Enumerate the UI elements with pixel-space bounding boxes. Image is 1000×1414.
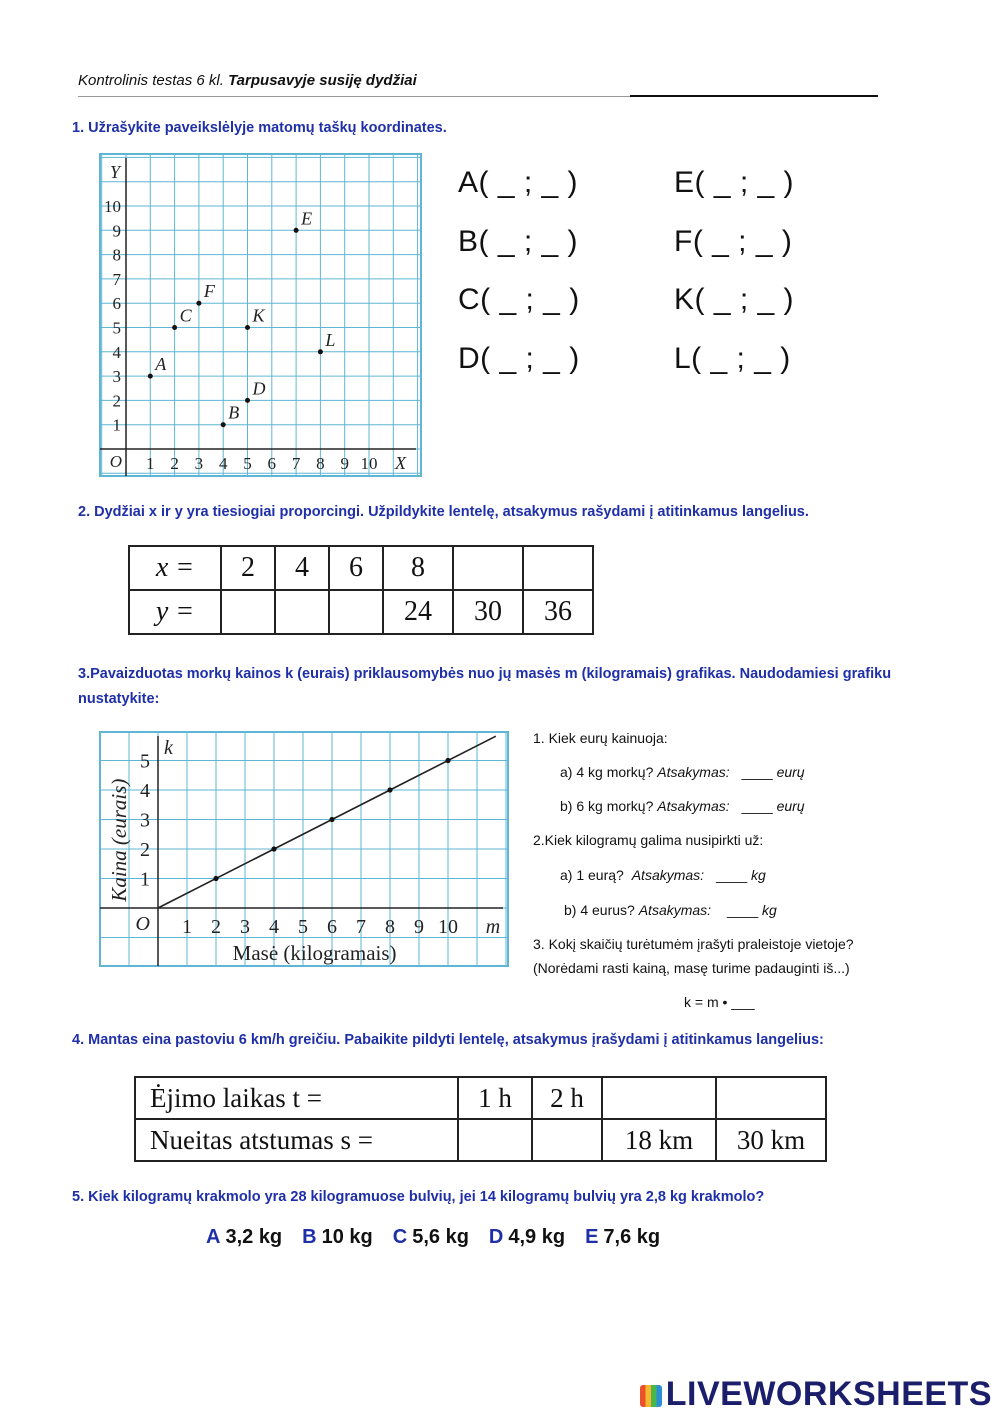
point-label-E: E bbox=[301, 208, 313, 229]
table-cell: 24 bbox=[383, 590, 453, 634]
table-input-cell[interactable] bbox=[602, 1077, 716, 1119]
option-value: 10 kg bbox=[321, 1226, 373, 1248]
y-axis-name: k bbox=[164, 737, 173, 759]
x-tick-label: 10 bbox=[360, 454, 378, 473]
y-tick-label: 1 bbox=[112, 415, 121, 435]
table-input-cell[interactable] bbox=[458, 1119, 532, 1161]
q3-sub2: 2.Kiek kilogramų galima nusipirkti už: bbox=[533, 832, 764, 848]
liveworksheets-logo bbox=[640, 1375, 992, 1414]
point-K bbox=[245, 325, 250, 330]
table-input-cell[interactable] bbox=[329, 590, 383, 634]
y-axis-label: Y bbox=[110, 162, 121, 182]
x-tick-label: 4 bbox=[218, 454, 228, 473]
series-point bbox=[213, 876, 218, 881]
y-tick-label: 1 bbox=[140, 868, 150, 891]
q3-sub1b-question: b) 6 kg morkų? bbox=[560, 798, 654, 814]
y-tick-label: 6 bbox=[112, 294, 121, 314]
x-tick-label: 3 bbox=[194, 454, 204, 473]
answer-blank[interactable]: ____ bbox=[741, 764, 773, 780]
q3-sub3-line2: (Norėdami rasti kainą, masę turime padauginti iš...) bbox=[533, 960, 850, 976]
x-tick-label: 9 bbox=[340, 454, 349, 473]
q3-sub2a bbox=[560, 867, 766, 883]
table-row-x bbox=[129, 546, 593, 590]
point-F bbox=[196, 301, 201, 306]
table-cell: 18 km bbox=[602, 1119, 716, 1161]
q3-sub1: 1. Kiek eurų kainuoja: bbox=[533, 730, 668, 746]
q3-sub1a-question: a) 4 kg morkų? bbox=[560, 764, 654, 780]
x-tick-label: 1 bbox=[146, 454, 155, 473]
header-title: Tarpusavyje susiję dydžiai bbox=[228, 72, 417, 89]
option-b[interactable] bbox=[302, 1226, 373, 1249]
table-header-distance: Nueitas atstumas s = bbox=[135, 1119, 458, 1161]
answer-D[interactable]: D( _ ; _ ) bbox=[458, 341, 580, 375]
q1-answers-left bbox=[458, 166, 580, 400]
coordinate-plane-chart bbox=[98, 152, 423, 478]
option-d[interactable] bbox=[489, 1226, 565, 1249]
x-tick-label: 6 bbox=[327, 916, 337, 938]
table-cell: 6 bbox=[329, 546, 383, 590]
q2-text: 2. Dydžiai x ir y yra tiesiogiai proporcingi. Užpildykite lentelę, atsakymus rašydami į atitinkamus langelius. bbox=[78, 504, 809, 520]
y-axis-label: Kaina (eurais) bbox=[107, 778, 131, 902]
q5-options bbox=[206, 1226, 660, 1249]
answer-A[interactable]: A( _ ; _ ) bbox=[458, 166, 579, 199]
answer-F[interactable]: F( _ ; _ ) bbox=[674, 224, 793, 258]
table-input-cell[interactable] bbox=[453, 546, 523, 590]
answer-blank[interactable]: ____ bbox=[726, 902, 759, 918]
worksheet-header bbox=[78, 72, 417, 89]
answer-label: Atsakymas: bbox=[657, 764, 730, 780]
header-prefix: Kontrolinis testas 6 kl. bbox=[78, 72, 224, 89]
option-letter: E bbox=[585, 1226, 599, 1248]
answer-label: Atsakymas: bbox=[631, 867, 705, 883]
q3-sub3-line1: 3. Kokį skaičių turėtumėm įrašyti praleistoje vietoje? bbox=[533, 936, 854, 952]
x-tick-label: 7 bbox=[291, 454, 301, 473]
series-point bbox=[445, 758, 450, 763]
q3-sub2b-question: b) 4 eurus? bbox=[564, 902, 635, 918]
table-cell: 1 h bbox=[458, 1077, 532, 1119]
option-value: 4,9 kg bbox=[508, 1226, 566, 1248]
table-cell: 4 bbox=[275, 546, 329, 590]
option-value: 5,6 kg bbox=[412, 1226, 469, 1248]
point-label-A: A bbox=[155, 354, 167, 375]
table-cell: 2 h bbox=[532, 1077, 602, 1119]
y-tick-label: 5 bbox=[140, 750, 150, 773]
series-point bbox=[329, 817, 334, 822]
y-tick-label: 4 bbox=[112, 342, 121, 362]
option-e[interactable] bbox=[585, 1226, 660, 1249]
point-C bbox=[172, 325, 177, 330]
y-tick-label: 3 bbox=[112, 367, 121, 387]
y-tick-label: 9 bbox=[112, 221, 121, 241]
x-tick-label: 5 bbox=[243, 454, 252, 473]
y-tick-label: 3 bbox=[140, 809, 150, 832]
price-mass-chart bbox=[98, 730, 510, 968]
table-header-y: y = bbox=[129, 590, 221, 634]
option-value: 3,2 kg bbox=[225, 1226, 283, 1248]
point-L bbox=[318, 349, 323, 354]
point-B bbox=[221, 422, 226, 427]
table-row-distance bbox=[135, 1119, 826, 1161]
unit-label: kg bbox=[762, 902, 777, 918]
answer-label: Atsakymas: bbox=[657, 798, 730, 814]
answer-blank[interactable]: ____ bbox=[741, 798, 773, 814]
answer-E[interactable]: E( _ ; _ ) bbox=[674, 166, 795, 199]
option-c[interactable] bbox=[393, 1226, 469, 1249]
y-tick-label: 4 bbox=[140, 780, 150, 802]
walking-table bbox=[134, 1076, 827, 1162]
y-tick-label: 8 bbox=[112, 245, 121, 265]
table-row-time bbox=[135, 1077, 826, 1119]
x-tick-label: 2 bbox=[170, 454, 179, 473]
option-letter: B bbox=[302, 1226, 317, 1248]
q3-text-line1: 3.Pavaizduotas morkų kainos k (eurais) priklausomybės nuo jų masės m (kilogramais) grafikas. Naudodamiesi grafiku bbox=[78, 666, 892, 682]
option-letter: A bbox=[206, 1226, 221, 1248]
table-input-cell[interactable] bbox=[275, 590, 329, 634]
table-cell: 30 km bbox=[716, 1119, 826, 1161]
origin-label: O bbox=[135, 913, 150, 935]
answer-K[interactable]: K( _ ; _ ) bbox=[674, 283, 795, 316]
q5-text: 5. Kiek kilogramų krakmolo yra 28 kilogramuose bulvių, jei 14 kilogramų bulvių yra 2,8 kg krakmolo? bbox=[72, 1189, 765, 1205]
x-tick-label: 8 bbox=[316, 454, 325, 473]
option-letter: D bbox=[488, 1226, 504, 1248]
table-input-cell[interactable] bbox=[523, 546, 593, 590]
x-tick-label: 3 bbox=[240, 916, 250, 938]
liveworksheets-icon bbox=[640, 1385, 662, 1407]
point-label-L: L bbox=[325, 329, 336, 350]
table-input-cell[interactable] bbox=[221, 590, 275, 634]
x-tick-label: 2 bbox=[211, 916, 221, 938]
q3-sub2b bbox=[564, 902, 777, 918]
q3-sub1b bbox=[560, 798, 805, 814]
y-tick-label: 5 bbox=[112, 318, 121, 338]
table-input-cell[interactable] bbox=[716, 1077, 826, 1119]
point-label-B: B bbox=[228, 402, 240, 423]
x-tick-label: 10 bbox=[438, 916, 458, 938]
point-label-F: F bbox=[203, 281, 215, 302]
x-axis-label: X bbox=[395, 453, 406, 473]
q3-text-line2: nustatykite: bbox=[78, 691, 160, 707]
point-D bbox=[245, 398, 250, 403]
y-tick-label: 2 bbox=[140, 839, 150, 861]
q3-formula[interactable]: k = m • ___ bbox=[684, 994, 755, 1010]
point-label-D: D bbox=[252, 378, 266, 399]
x-tick-label: 9 bbox=[414, 916, 424, 938]
series-line bbox=[158, 736, 496, 908]
q1-answers-right bbox=[674, 166, 794, 400]
point-label-C: C bbox=[179, 305, 192, 326]
header-divider bbox=[78, 96, 630, 97]
unit-label: eurų bbox=[776, 798, 805, 814]
answer-L[interactable]: L( _ ; _ ) bbox=[674, 341, 791, 375]
table-cell: 8 bbox=[383, 546, 453, 590]
proportion-table bbox=[128, 545, 594, 635]
table-row-y bbox=[129, 590, 593, 634]
x-tick-label: 6 bbox=[267, 454, 277, 473]
series-point bbox=[387, 787, 392, 792]
answer-B[interactable]: B( _ ; _ ) bbox=[458, 224, 579, 258]
option-letter: C bbox=[392, 1226, 408, 1248]
table-header-x: x = bbox=[129, 546, 221, 590]
unit-label: kg bbox=[751, 867, 766, 883]
header-underline bbox=[630, 95, 878, 97]
point-E bbox=[294, 228, 299, 233]
x-tick-label: 7 bbox=[356, 916, 366, 938]
table-cell: 30 bbox=[453, 590, 523, 634]
origin-label: O bbox=[109, 452, 122, 471]
q3-sub2a-question: a) 1 eurą? bbox=[560, 867, 624, 883]
y-tick-label: 2 bbox=[112, 391, 121, 411]
table-cell: 2 bbox=[221, 546, 275, 590]
table-input-cell[interactable] bbox=[532, 1119, 602, 1161]
x-tick-label: 5 bbox=[298, 916, 308, 938]
point-A bbox=[148, 374, 153, 379]
unit-label: eurų bbox=[776, 764, 805, 780]
x-axis-label: Masė (kilogramais) bbox=[232, 941, 397, 965]
answer-blank[interactable]: ____ bbox=[715, 867, 748, 883]
q3-sub1a bbox=[560, 764, 805, 780]
answer-label: Atsakymas: bbox=[638, 902, 712, 918]
x-tick-label: 8 bbox=[385, 916, 395, 938]
option-a[interactable] bbox=[206, 1226, 282, 1249]
y-tick-label: 10 bbox=[104, 197, 121, 216]
x-tick-label: 4 bbox=[269, 916, 279, 938]
q1-text: 1. Užrašykite paveikslėlyje matomų taškų koordinates. bbox=[72, 120, 447, 136]
brand-text: LIVEWORKSHEETS bbox=[665, 1375, 992, 1413]
x-tick-label: 1 bbox=[182, 916, 192, 938]
table-header-time: Ėjimo laikas t = bbox=[135, 1077, 458, 1119]
table-cell: 36 bbox=[523, 590, 593, 634]
series-point bbox=[271, 846, 276, 851]
option-value: 7,6 kg bbox=[603, 1226, 661, 1248]
q4-text: 4. Mantas eina pastoviu 6 km/h greičiu. Pabaikite pildyti lentelę, atsakymus įrašydami į atitinkamus langelius: bbox=[72, 1032, 824, 1048]
answer-C[interactable]: C( _ ; _ ) bbox=[458, 283, 580, 316]
y-tick-label: 7 bbox=[112, 269, 121, 289]
point-label-K: K bbox=[252, 305, 265, 326]
x-axis-name: m bbox=[485, 916, 501, 938]
